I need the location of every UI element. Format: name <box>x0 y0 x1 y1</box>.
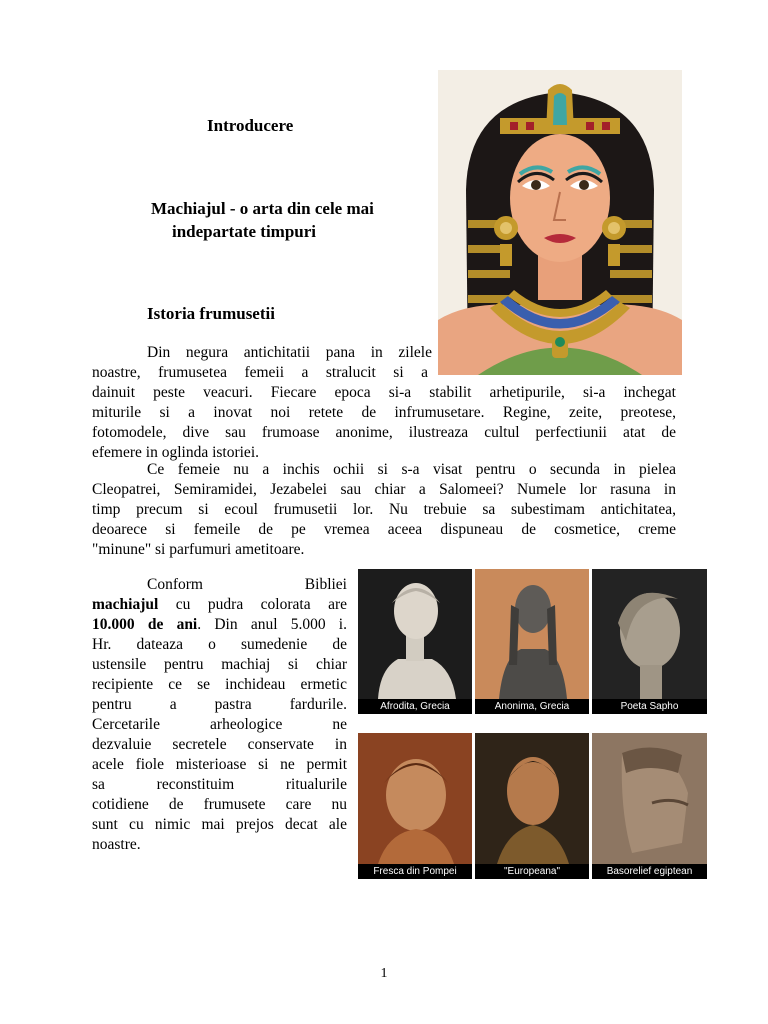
paragraph-3 <box>92 575 347 855</box>
p3-line-4: Hr. dateaza o sumedenie de <box>92 636 347 653</box>
photo-caption: Anonima, Grecia <box>475 699 589 714</box>
photo-caption: Poeta Sapho <box>592 699 707 714</box>
p3-line-7: pentru a pastra fardurile. <box>92 696 347 713</box>
intro-title: Introducere <box>207 116 294 135</box>
p1-line-4: miturile si a inovat noi retete de infrumusetare. Regine, zeite, preotese, <box>92 404 676 421</box>
paragraph-1 <box>92 343 676 463</box>
photo-anonima-grecia <box>475 569 589 714</box>
photo-caption: Fresca din Pompei <box>358 864 472 879</box>
p3-word-bibliei: Bibliei <box>304 576 347 593</box>
p1-line-3: dainuit peste veacuri. Fiecare epoca si-a stabilit arhetipurile, si-a inchegat <box>92 384 676 401</box>
photo-basorelief-egiptean <box>592 733 707 879</box>
p2-line-4: deoarece si femeile de pe vremea aceea dispuneau de cosmetice, creme <box>92 521 676 538</box>
p3-line-3 <box>92 615 347 635</box>
p1-line-1: Din negura antichitatii pana in zilele <box>147 344 432 361</box>
statue-afrodita-image <box>358 569 472 699</box>
p3-line-2-rest: cu pudra colorata are <box>158 596 347 613</box>
p2-line-1: Ce femeie nu a inchis ochii si s-a visat pentru o secunda in pielea <box>147 461 676 478</box>
p3-line-3-rest: . Din anul 5.000 i. <box>197 616 347 633</box>
fresco-pompei-image <box>358 733 472 864</box>
statue-anonima-image <box>475 569 589 699</box>
photo-europeana <box>475 733 589 879</box>
p2-line-2: Cleopatrei, Semiramidei, Jezabelei sau chiar a Salomeei? Numele lor rasuna in <box>92 481 676 498</box>
p1-line-2: noastre, frumusetea femeii a stralucit si a <box>92 364 428 381</box>
photo-caption: Afrodita, Grecia <box>358 699 472 714</box>
p3-word-conform: Conform <box>147 576 203 593</box>
p3-line-8: Cercetarile arheologice ne <box>92 716 347 733</box>
cleopatra-portrait <box>438 70 682 375</box>
p3-bold-machiajul: machiajul <box>92 596 159 613</box>
section-title: Istoria frumusetii <box>147 304 275 323</box>
p1-line-6: efemere in oglinda istoriei. <box>92 444 259 461</box>
relief-egyptian-image <box>592 733 707 864</box>
p3-line-2 <box>92 595 347 615</box>
paragraph-2 <box>92 460 676 560</box>
p3-line-10: acele fiole misterioase si ne permit <box>92 756 347 773</box>
subtitle-line-2: indepartate timpuri <box>172 222 317 241</box>
p3-bold-years: 10.000 de ani <box>92 616 198 633</box>
p2-line-3: timp precum si ecoul frumusetii lor. Nu trebuie sa subestimam antichitatea, <box>92 501 676 518</box>
photo-caption: Basorelief egiptean <box>592 864 707 879</box>
p1-line-5: fotomodele, dive sau frumoase anonime, ilustreaza cultul perfectiunii atat de <box>92 424 676 441</box>
p3-line-9: dezvaluie secretele conservate in <box>92 736 347 753</box>
p3-line-13: sunt cu nimic mai prejos decat ale <box>92 816 347 833</box>
p3-line-6: recipiente ce se inchideau ermetic <box>92 676 347 693</box>
photo-caption: "Europeana" <box>475 864 589 879</box>
photo-grid <box>358 569 707 879</box>
p3-line-12: cotidiene de frumusete care nu <box>92 796 347 813</box>
p3-line-11: sa reconstituim ritualurile <box>92 776 347 793</box>
photo-fresca-pompei <box>358 733 472 879</box>
photo-poeta-sapho <box>592 569 707 714</box>
p3-line-14: noastre. <box>92 836 141 853</box>
subtitle-line-1: Machiajul - o arta din cele mai <box>151 199 374 218</box>
page-number: 1 <box>380 966 388 981</box>
p3-line-5: ustensile pentru machiaj si chiar <box>92 656 347 673</box>
p2-line-5: "minune" si parfumuri ametitoare. <box>92 541 305 558</box>
statue-sapho-image <box>592 569 707 699</box>
portrait-europeana-image <box>475 733 589 864</box>
cleopatra-illustration <box>438 70 682 375</box>
photo-afrodita <box>358 569 472 714</box>
